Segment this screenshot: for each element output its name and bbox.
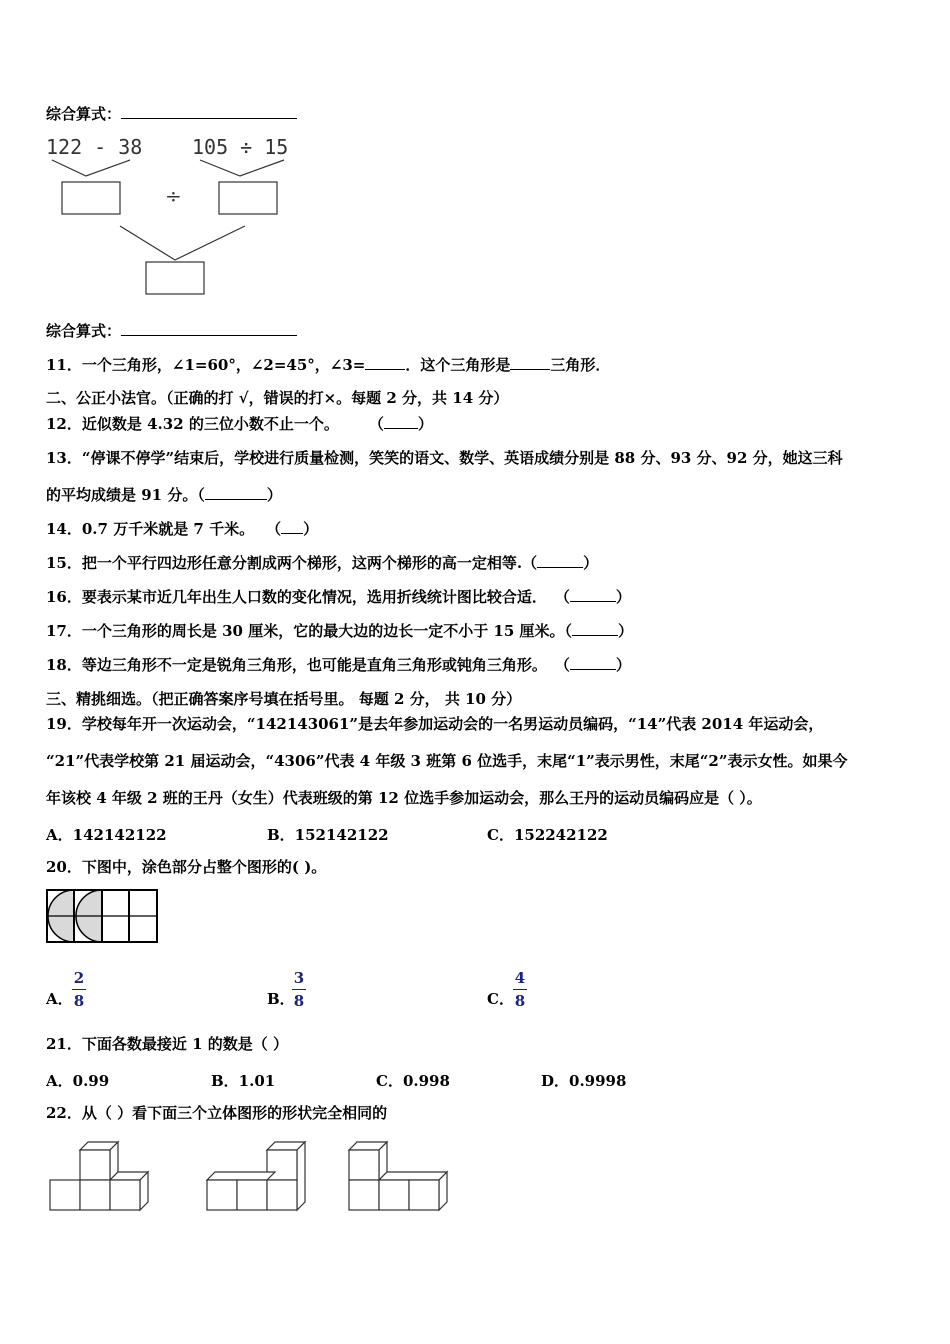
cube-figure-3 [349,1142,447,1210]
left-expression: 122 - 38 [46,135,143,159]
question-19-line-3: 年该校 4 年级 2 班的王丹（女生）代表班级的第 12 位选手参加运动会，那么王丹的运动员编码应是（ ）。 [46,789,762,807]
angle-blank[interactable] [365,355,405,370]
answer-blank[interactable] [537,553,583,568]
question-18: 18．等边三角形不一定是锐角三角形，也可能是直角三角形或钝角三角形。 （ ） [46,656,631,674]
question-14: 14．0.7 万千米就是 7 千米。 （ ） [46,520,319,538]
q19-option-c[interactable]: C．152242122 [487,826,608,844]
question-20: 20．下图中，涂色部分占整个图形的( )。 [46,858,327,876]
q20-option-a-label[interactable]: A． [46,990,73,1008]
answer-blank[interactable] [570,587,616,602]
right-expression: 105 ÷ 15 [192,135,289,159]
question-15: 15．把一个平行四边形任意分割成两个梯形，这两个梯形的高一定相等.（ ） [46,554,599,572]
answer-blank[interactable] [121,104,297,119]
q19-option-a[interactable]: A．142142122 [46,826,167,844]
diagram-operator: ÷ [165,184,182,208]
q19-option-b[interactable]: B．152142122 [267,826,389,844]
answer-blank[interactable] [572,621,618,636]
question-19-line-2: “21”代表学校第 21 届运动会，“4306”代表 4 年级 3 班第 6 位选手，末尾“1”表示男性，末尾“2”表示女性。如果今 [46,752,848,770]
q20-option-c-fraction[interactable]: 4 8 [514,969,526,1010]
q20-option-a-fraction[interactable]: 2 8 [73,969,85,1010]
question-22: 22．从（ ）看下面三个立体图形的形状完全相同的 [46,1104,388,1122]
cube-figure-2 [207,1142,305,1210]
q20-option-c-label[interactable]: C． [487,990,514,1008]
section-2-heading: 二、公正小法官。（正确的打 √，错误的打×。每题 2 分，共 14 分） [46,389,509,407]
question-17: 17．一个三角形的周长是 30 厘米，它的最大边的边长一定不小于 15 厘米。（ ） [46,622,634,640]
question-16: 16．要表示某市近几年出生人口数的变化情况，选用折线统计图比较合适． （ ） [46,588,631,606]
calc-tree-diagram [40,135,340,310]
q21-option-a[interactable]: A．0.99 [46,1072,110,1090]
section-3-heading: 三、精挑细选。（把正确答案序号填在括号里。 每题 2 分， 共 10 分） [46,690,522,708]
type-blank[interactable] [510,355,550,370]
answer-blank[interactable] [570,655,616,670]
question-12: 12．近似数是 4.32 的三位小数不止一个。 （ ） [46,415,433,433]
q20-option-b-fraction[interactable]: 3 8 [293,969,305,1010]
q21-option-b[interactable]: B．1.01 [211,1072,276,1090]
answer-blank[interactable] [121,321,297,336]
answer-blank[interactable] [384,414,418,429]
shaded-grid-figure [45,888,161,946]
question-19-line-1: 19．学校每年开一次运动会，“142143061”是去年参加运动会的一名男运动员编码，“14”代表 2014 年运动会， [46,715,824,733]
formula-line-1: 综合算式： [46,104,297,123]
cube-figure-1 [50,1142,148,1210]
q21-option-c[interactable]: C．0.998 [376,1072,450,1090]
formula-line-2: 综合算式： [46,321,297,340]
question-13-line-1: 13．“停课不停学”结束后，学校进行质量检测，笑笑的语文、数学、英语成绩分别是 88 分、93 分、92 分，她这三科 [46,449,843,467]
question-11: 11．一个三角形，∠1=60°，∠2=45°，∠3= ．这个三角形是 三角形． [46,356,611,374]
answer-blank[interactable] [205,485,267,500]
answer-blank[interactable] [281,519,303,534]
cube-figures [45,1136,465,1216]
q20-option-b-label[interactable]: B． [267,990,295,1008]
q21-option-d[interactable]: D．0.9998 [541,1072,627,1090]
question-13-line-2: 的平均成绩是 91 分。（ ） [46,486,282,504]
question-21: 21．下面各数最接近 1 的数是（ ） [46,1035,288,1053]
